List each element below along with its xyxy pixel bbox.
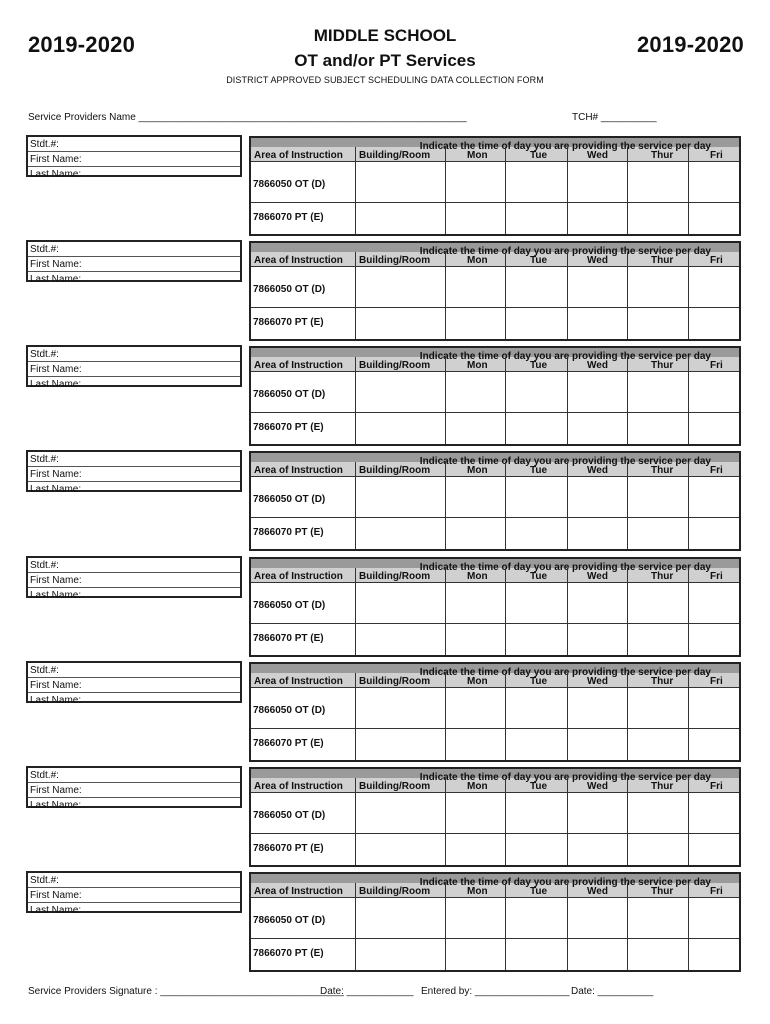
provider-signature-field[interactable]: Service Providers Signature : _________________________________: [28, 986, 344, 997]
first-name-field[interactable]: First Name:: [30, 785, 82, 796]
column-header: Fri: [710, 886, 723, 897]
grid-instruction: Indicate the time of day you are providing the service per day: [419, 562, 711, 573]
column-header: Wed: [587, 676, 608, 687]
row-label-pt: 7866070 PT (E): [253, 948, 324, 959]
first-name-field[interactable]: First Name:: [30, 364, 82, 375]
row-label-ot: 7866050 OT (D): [253, 494, 326, 505]
student-number-field[interactable]: Stdt.#:: [30, 244, 59, 255]
column-header: Mon: [467, 465, 488, 476]
student-block: [0, 766, 770, 871]
service-provider-name-field[interactable]: Service Providers Name ___________________________________________________________: [28, 112, 467, 123]
column-header: Fri: [710, 571, 723, 582]
column-header: Thur: [651, 150, 674, 161]
column-header: Building/Room: [359, 360, 431, 371]
student-block: [0, 556, 770, 661]
student-info-box: [26, 240, 242, 285]
column-header: Area of Instruction: [254, 150, 343, 161]
student-block: [0, 450, 770, 555]
student-block: [0, 240, 770, 345]
grid-instruction: Indicate the time of day you are providing the service per day: [419, 141, 711, 152]
student-info-box: [26, 135, 242, 180]
first-name-field[interactable]: First Name:: [30, 469, 82, 480]
last-name-field[interactable]: Last Name:: [30, 590, 82, 601]
row-label-ot: 7866050 OT (D): [253, 705, 326, 716]
schedule-grid: [249, 872, 741, 972]
row-label-pt: 7866070 PT (E): [253, 422, 324, 433]
last-name-field[interactable]: Last Name:: [30, 695, 82, 706]
column-header: Wed: [587, 360, 608, 371]
grid-instruction: Indicate the time of day you are providing the service per day: [419, 667, 711, 678]
column-header: Wed: [587, 781, 608, 792]
column-header: Mon: [467, 255, 488, 266]
signature-date-field[interactable]: Date: ____________: [320, 986, 414, 997]
row-label-pt: 7866070 PT (E): [253, 317, 324, 328]
row-label-ot: 7866050 OT (D): [253, 810, 326, 821]
last-name-field[interactable]: Last Name:: [30, 484, 82, 495]
grid-instruction: Indicate the time of day you are providing the service per day: [419, 246, 711, 257]
student-number-field[interactable]: Stdt.#:: [30, 770, 59, 781]
row-label-ot: 7866050 OT (D): [253, 179, 326, 190]
column-header: Wed: [587, 150, 608, 161]
last-name-field[interactable]: Last Name:: [30, 800, 82, 811]
student-block: [0, 661, 770, 766]
column-header: Thur: [651, 255, 674, 266]
column-header: Area of Instruction: [254, 255, 343, 266]
column-header: Mon: [467, 150, 488, 161]
first-name-field[interactable]: First Name:: [30, 259, 82, 270]
first-name-field[interactable]: First Name:: [30, 680, 82, 691]
student-info-box: [26, 661, 242, 706]
page-title: MIDDLE SCHOOL: [313, 26, 457, 45]
last-name-field[interactable]: Last Name:: [30, 905, 82, 916]
column-header: Wed: [587, 886, 608, 897]
student-info-box: [26, 556, 242, 601]
column-header: Mon: [467, 676, 488, 687]
student-info-box: [26, 345, 242, 390]
column-header: Building/Room: [359, 255, 431, 266]
column-header: Mon: [467, 781, 488, 792]
column-header: Tue: [530, 676, 548, 687]
grid-instruction: Indicate the time of day you are providing the service per day: [419, 351, 711, 362]
entered-date-field[interactable]: Date: __________: [571, 986, 654, 997]
column-header: Area of Instruction: [254, 360, 343, 371]
row-label-ot: 7866050 OT (D): [253, 284, 326, 295]
column-header: Wed: [587, 571, 608, 582]
row-label-pt: 7866070 PT (E): [253, 633, 324, 644]
schedule-grid: [249, 346, 741, 446]
tch-number-field[interactable]: TCH# __________: [572, 112, 657, 123]
column-header: Fri: [710, 360, 723, 371]
column-header: Mon: [467, 571, 488, 582]
column-header: Building/Room: [359, 781, 431, 792]
entered-by-field[interactable]: Entered by: _________________: [421, 986, 570, 997]
schedule-grid: [249, 241, 741, 341]
schedule-grid: [249, 662, 741, 762]
student-number-field[interactable]: Stdt.#:: [30, 560, 59, 571]
row-label-ot: 7866050 OT (D): [253, 600, 326, 611]
column-header: Tue: [530, 571, 548, 582]
student-block: [0, 345, 770, 450]
student-number-field[interactable]: Stdt.#:: [30, 349, 59, 360]
page-subtitle-services: OT and/or PT Services: [294, 51, 476, 70]
column-header: Area of Instruction: [254, 886, 343, 897]
last-name-field[interactable]: Last Name:: [30, 169, 82, 180]
column-header: Tue: [530, 465, 548, 476]
student-number-field[interactable]: Stdt.#:: [30, 875, 59, 886]
column-header: Area of Instruction: [254, 676, 343, 687]
column-header: Fri: [710, 150, 723, 161]
first-name-field[interactable]: First Name:: [30, 154, 82, 165]
column-header: Area of Instruction: [254, 781, 343, 792]
grid-instruction: Indicate the time of day you are providing the service per day: [419, 772, 711, 783]
column-header: Fri: [710, 465, 723, 476]
form-description: DISTRICT APPROVED SUBJECT SCHEDULING DATA COLLECTION FORM: [226, 75, 544, 85]
schedule-grid: [249, 451, 741, 551]
column-header: Tue: [530, 255, 548, 266]
student-number-field[interactable]: Stdt.#:: [30, 665, 59, 676]
column-header: Wed: [587, 465, 608, 476]
row-label-pt: 7866070 PT (E): [253, 527, 324, 538]
row-label-pt: 7866070 PT (E): [253, 843, 324, 854]
grid-instruction: Indicate the time of day you are providing the service per day: [419, 456, 711, 467]
column-header: Building/Room: [359, 886, 431, 897]
year-right: 2019-2020: [636, 32, 744, 57]
student-number-field[interactable]: Stdt.#:: [30, 139, 59, 150]
column-header: Building/Room: [359, 150, 431, 161]
column-header: Thur: [651, 886, 674, 897]
row-label-pt: 7866070 PT (E): [253, 212, 324, 223]
row-label-ot: 7866050 OT (D): [253, 389, 326, 400]
column-header: Building/Room: [359, 465, 431, 476]
column-header: Mon: [467, 886, 488, 897]
column-header: Fri: [710, 255, 723, 266]
schedule-grid: [249, 767, 741, 867]
column-header: Fri: [710, 781, 723, 792]
column-header: Thur: [651, 571, 674, 582]
grid-instruction: Indicate the time of day you are providing the service per day: [419, 877, 711, 888]
last-name-field[interactable]: Last Name:: [30, 274, 82, 285]
column-header: Thur: [651, 465, 674, 476]
last-name-field[interactable]: Last Name:: [30, 379, 82, 390]
student-info-box: [26, 871, 242, 916]
schedule-grid: [249, 136, 741, 236]
first-name-field[interactable]: First Name:: [30, 890, 82, 901]
column-header: Tue: [530, 886, 548, 897]
column-header: Tue: [530, 150, 548, 161]
year-left: 2019-2020: [28, 32, 136, 57]
column-header: Fri: [710, 676, 723, 687]
column-header: Thur: [651, 781, 674, 792]
first-name-field[interactable]: First Name:: [30, 575, 82, 586]
column-header: Area of Instruction: [254, 571, 343, 582]
student-info-box: [26, 766, 242, 811]
student-info-box: [26, 450, 242, 495]
student-block: [0, 871, 770, 976]
column-header: Tue: [530, 360, 548, 371]
column-header: Area of Instruction: [254, 465, 343, 476]
column-header: Wed: [587, 255, 608, 266]
row-label-pt: 7866070 PT (E): [253, 738, 324, 749]
student-block: [0, 135, 770, 240]
column-header: Building/Room: [359, 676, 431, 687]
column-header: Tue: [530, 781, 548, 792]
column-header: Building/Room: [359, 571, 431, 582]
schedule-grid: [249, 557, 741, 657]
row-label-ot: 7866050 OT (D): [253, 915, 326, 926]
student-number-field[interactable]: Stdt.#:: [30, 454, 59, 465]
column-header: Thur: [651, 676, 674, 687]
column-header: Thur: [651, 360, 674, 371]
column-header: Mon: [467, 360, 488, 371]
